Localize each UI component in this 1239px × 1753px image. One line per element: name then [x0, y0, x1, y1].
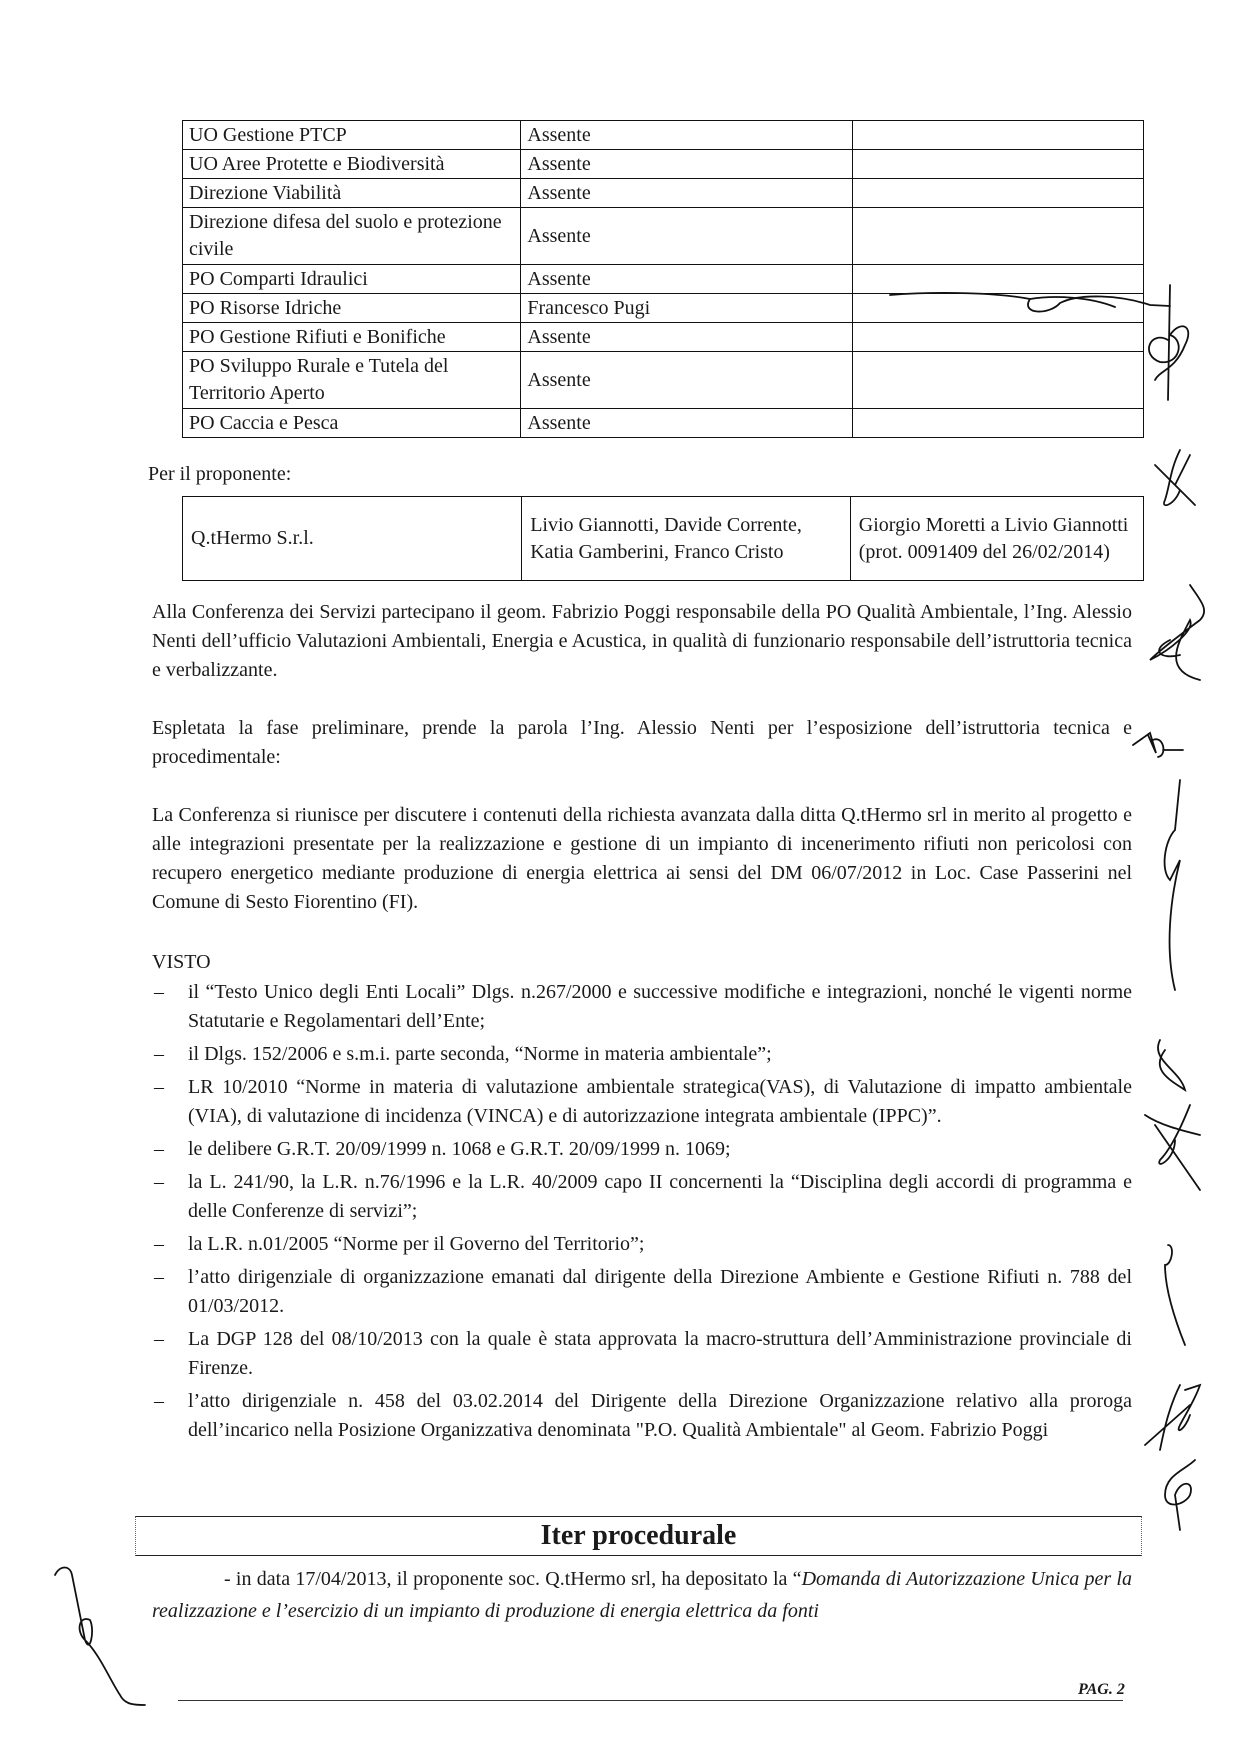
list-item [152, 1040, 1132, 1069]
attendee-cell: Assente [521, 352, 852, 409]
list-item-text: l’atto dirigenziale di organizzazione emanati dal dirigente della Direzione Ambiente e Gestione Rifiuti n. 788 del 01/03/2012. [188, 1266, 1132, 1317]
attendee-cell: Assente [521, 208, 852, 265]
list-item-text: LR 10/2010 “Norme in materia di valutazione ambientale strategica(VAS), di Valutazione di impatto ambientale (VIA), di valutazione di incidenza (VINCA) e di autorizzazione integrata ambientale (IPPC)”. [188, 1076, 1132, 1127]
attendee-cell: Assente [521, 323, 852, 352]
signature-cell [852, 121, 1143, 150]
office-cell: UO Gestione PTCP [183, 121, 521, 150]
table-row [183, 352, 1144, 409]
attendee-cell: Assente [521, 179, 852, 208]
iter-text-plain: - in data 17/04/2013, il proponente soc. Q.tHermo srl, ha depositato la “ [224, 1568, 802, 1590]
list-item-text: La DGP 128 del 08/10/2013 con la quale è stata approvata la macro-struttura dell’Amministrazione provinciale di Firenze. [188, 1328, 1132, 1379]
proponent-delegation: Giorgio Moretti a Livio Giannotti (prot. 0091409 del 26/02/2014) [850, 497, 1143, 581]
table-row [183, 179, 1144, 208]
signature-cell [852, 150, 1143, 179]
bullet-dash: – [154, 1390, 164, 1412]
bullet-dash: – [154, 981, 164, 1003]
signature-margin-9-icon [1155, 1455, 1215, 1535]
signature-cell [852, 179, 1143, 208]
list-item-text: le delibere G.R.T. 20/09/1999 n. 1068 e G.R.T. 20/09/1999 n. 1069; [188, 1138, 731, 1160]
iter-text-italic: Domanda di Autorizzazione Unica per la realizzazione e l’esercizio di un impianto di produzione di energia elettrica da fonti [152, 1568, 1132, 1622]
list-item [152, 978, 1132, 1036]
participants-paragraph: Alla Conferenza dei Servizi partecipano il geom. Fabrizio Poggi responsabile della PO Qualità Ambientale, l’Ing. Alessio Nenti dell’ufficio Valutazioni Ambientali, Energia e Acustica, in qualità di funzionario responsabile dell’istruttoria tecnica e verbalizzante. [152, 601, 1132, 681]
list-item [152, 1230, 1132, 1259]
office-cell: PO Gestione Rifiuti e Bonifiche [183, 323, 521, 352]
attendee-cell: Assente [521, 265, 852, 294]
list-item-text: l’atto dirigenziale n. 458 del 03.02.2014 del Dirigente della Direzione Organizzazione relativo alla proroga dell’incarico nella Posizione Organizzativa denominata "P.O. Qualità Ambientale" al Geom. Fabrizio Poggi [188, 1390, 1132, 1441]
office-cell: PO Caccia e Pesca [183, 409, 521, 438]
signature-cell [852, 409, 1143, 438]
iter-paragraph [152, 1563, 1132, 1627]
signature-cell [852, 323, 1143, 352]
list-item-text: il Dlgs. 152/2006 e s.m.i. parte seconda, “Norme in materia ambientale”; [188, 1043, 772, 1065]
office-cell: Direzione Viabilità [183, 179, 521, 208]
table-row [183, 323, 1144, 352]
preliminary-paragraph: Espletata la fase preliminare, prende la parola l’Ing. Alessio Nenti per l’esposizione dell’istruttoria tecnica e procedimentale: [152, 717, 1132, 768]
table-row [183, 121, 1144, 150]
table-row [183, 208, 1144, 265]
bullet-dash: – [154, 1076, 164, 1098]
list-item [152, 1387, 1132, 1445]
signature-cell [852, 208, 1143, 265]
proponent-attendees: Livio Giannotti, Davide Corrente, Katia Gamberini, Franco Cristo [522, 497, 851, 581]
attendee-cell: Assente [521, 409, 852, 438]
list-item-text: la L.R. n.01/2005 “Norme per il Governo del Territorio”; [188, 1233, 645, 1255]
visto-list [152, 978, 1132, 1449]
signature-margin-3-icon [1140, 580, 1220, 690]
table-row [183, 409, 1144, 438]
signature-margin-5-icon [1140, 770, 1200, 1120]
list-item-text: il “Testo Unico degli Enti Locali” Dlgs. n.267/2000 e successive modifiche e integrazioni, nonché le vigenti norme Statutarie e Regolamentari dell’Ente; [188, 981, 1132, 1032]
signature-cell [852, 352, 1143, 409]
proponent-table [182, 496, 1144, 581]
attendee-cell: Francesco Pugi [521, 294, 852, 323]
signature-margin-4-icon [1128, 725, 1188, 760]
office-cell: PO Comparti Idraulici [183, 265, 521, 294]
signature-margin-6-icon [1140, 1100, 1210, 1200]
attendee-cell: Assente [521, 150, 852, 179]
bullet-dash: – [154, 1043, 164, 1065]
signature-margin-7-icon [1160, 1240, 1200, 1350]
bullet-dash: – [154, 1266, 164, 1288]
signature-pugi-icon [880, 285, 1180, 325]
visto-heading: VISTO [152, 951, 211, 973]
office-cell: PO Sviluppo Rurale e Tutela del Territorio Aperto [183, 352, 521, 409]
attendee-cell: Assente [521, 121, 852, 150]
signature-margin-1-icon [1140, 280, 1200, 410]
table-row [183, 150, 1144, 179]
proponent-company: Q.tHermo S.r.l. [183, 497, 522, 581]
signature-left-margin-icon [50, 1560, 160, 1710]
office-cell: Direzione difesa del suolo e protezione civile [183, 208, 521, 265]
signature-margin-8-icon [1140, 1375, 1215, 1455]
section-heading-iter: Iter procedurale [135, 1516, 1142, 1556]
bullet-dash: – [154, 1233, 164, 1255]
list-item-text: la L. 241/90, la L.R. n.76/1996 e la L.R. 40/2009 capo II concernenti la “Disciplina degli accordi di programma e delle Conferenze di servizi”; [188, 1171, 1132, 1222]
attendance-table [182, 120, 1144, 438]
signature-margin-2-icon [1150, 445, 1210, 515]
footer-divider [178, 1700, 1123, 1701]
page-number: PAG. 2 [1078, 1681, 1125, 1698]
list-item [152, 1263, 1132, 1321]
purpose-paragraph: La Conferenza si riunisce per discutere i contenuti della richiesta avanzata dalla ditta Q.tHermo srl in merito al progetto e alle integrazioni presentate per la realizzazione e gestione di un impianto di incenerimento rifiuti non pericolosi con recupero energetico mediante produzione di energia elettrica ai sensi del DM 06/07/2012 in Loc. Case Passerini nel Comune di Sesto Fiorentino (FI). [152, 804, 1132, 913]
list-item [152, 1135, 1132, 1164]
list-item [152, 1325, 1132, 1383]
proponent-label: Per il proponente: [148, 463, 292, 485]
bullet-dash: – [154, 1171, 164, 1193]
office-cell: PO Risorse Idriche [183, 294, 521, 323]
bullet-dash: – [154, 1138, 164, 1160]
list-item [152, 1073, 1132, 1131]
office-cell: UO Aree Protette e Biodiversità [183, 150, 521, 179]
bullet-dash: – [154, 1328, 164, 1350]
list-item [152, 1168, 1132, 1226]
